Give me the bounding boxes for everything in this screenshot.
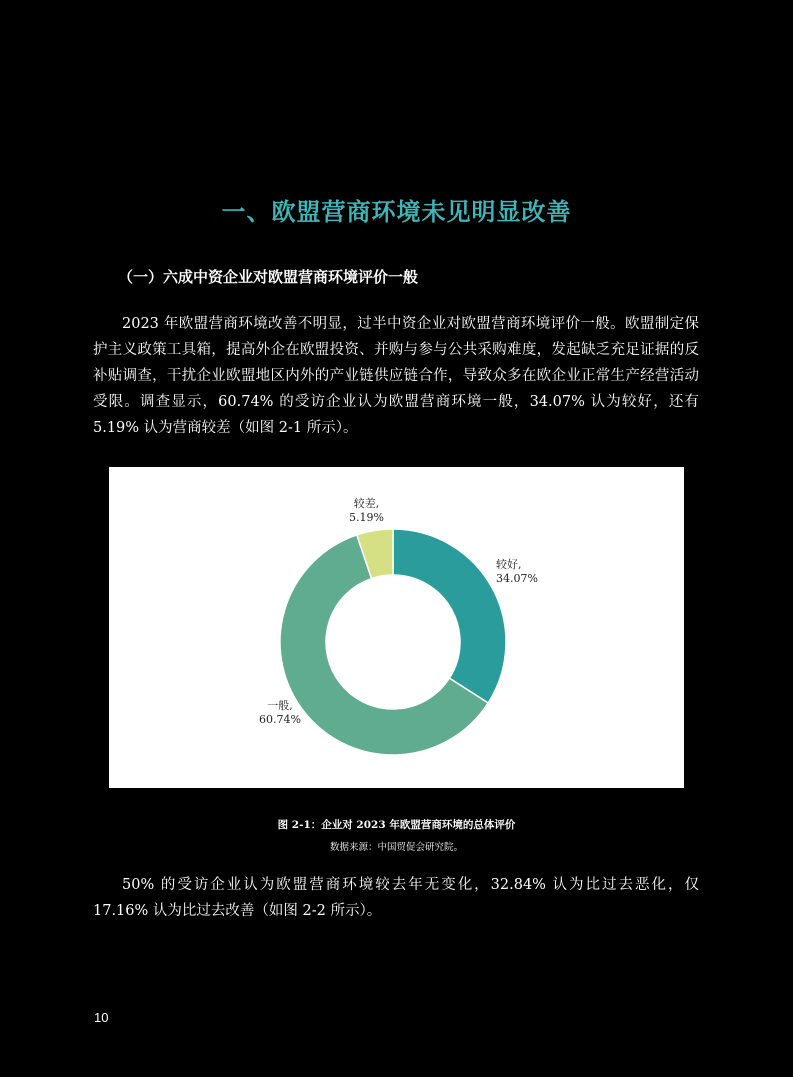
page-number: 10	[94, 1010, 109, 1025]
body-paragraph-2: 50% 的受访企业认为欧盟营商环境较去年无变化，32.84% 认为比过去恶化，仅 17.16% 认为比过去改善（如图 2-2 所示）。	[93, 877, 699, 919]
sub-section-title: （一）六成中资企业对欧盟营商环境评价一般	[118, 268, 419, 286]
section-title: 一、欧盟营商环境未见明显改善	[221, 197, 572, 226]
slice-label-average	[259, 699, 301, 727]
slice-label-poor	[349, 497, 384, 525]
slice-label-poor-name: 较差,	[353, 497, 380, 510]
figure-source: 数据来源：中国贸促会研究院。	[329, 842, 463, 853]
body-paragraph-1: 2023 年欧盟营商环境改善不明显，过半中资企业对欧盟营商环境评价一般。欧盟制定保护主义政策工具箱，提高外企在欧盟投资、并购与参与公共采购难度，发起缺乏充足证据的反补贴调查，干扰企业欧盟地区内外的产业链供应链合作，导致众多在欧企业正常生产经营活动受限。调查显示，60.74% 的受访企业认为欧盟营商环境一般，34.07% 认为较好，还有 5.19% 认为营商较差（如图 2-1 所示）。	[93, 316, 699, 436]
slice-label-average-name: 一般,	[267, 699, 293, 712]
slice-label-poor-value: 5.19%	[349, 511, 384, 524]
slice-label-good-name: 较好,	[496, 558, 522, 571]
donut-slice-good	[393, 529, 506, 703]
slice-label-good	[496, 558, 538, 586]
slice-label-average-value: 60.74%	[259, 713, 301, 726]
slice-label-good-value: 34.07%	[496, 572, 538, 585]
figure-caption: 图 2-1：企业对 2023 年欧盟营商环境的总体评价	[277, 819, 516, 831]
donut-chart	[109, 467, 684, 788]
donut-chart-figure	[109, 467, 684, 788]
